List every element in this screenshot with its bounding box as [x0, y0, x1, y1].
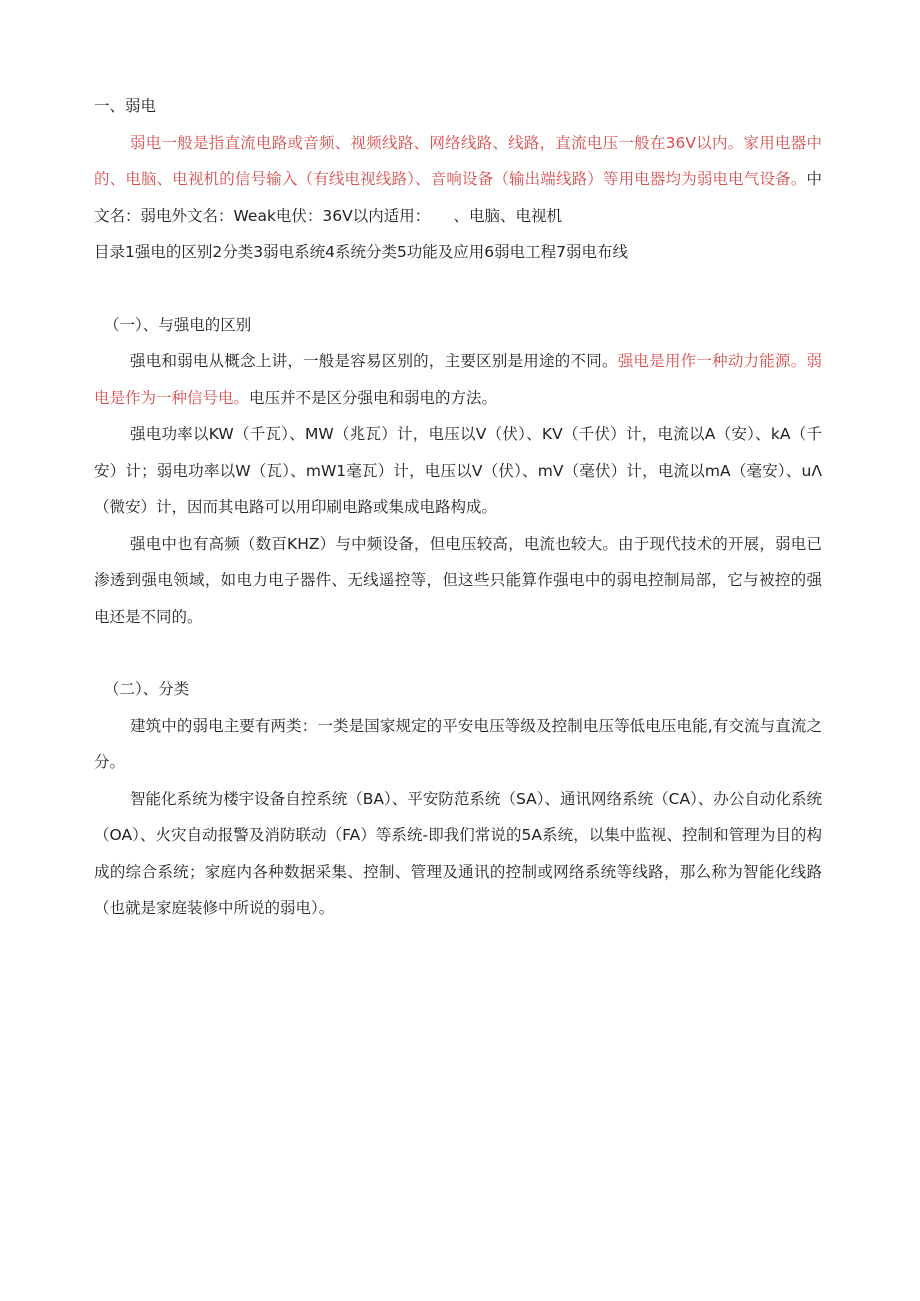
difference-paragraph-2: 强电功率以KW（千瓦）、MW（兆瓦）计，电压以V（伏）、KV（千伏）计，电流以A（安）、kA（千安）计；弱电功率以W（瓦）、mW1毫瓦）计，电压以V（伏）、mV（毫伏）计，电流以mA（毫安）、uΛ（微安）计，因而其电路可以用印刷电路或集成电路构成。: [94, 425, 822, 516]
section-heading-classification: （二）、分类: [104, 680, 190, 698]
difference-text-end: 电压并不是区分强电和弱电的方法。: [249, 388, 498, 407]
intro-highlight-text: 弱电一般是指直流电路或音频、视频线路、网络线路、线路，直流电压一般在36V以内。家用电器中的、电脑、电视机的信号输入（有线电视线路）、音响设备（输出端线路）等用电器均为弱电电气设备。: [94, 133, 822, 188]
classification-paragraph-2: 智能化系统为楼宇设备自控系统（BA）、平安防范系统（SA）、通讯网络系统（CA）、办公自动化系统（OA）、火灾自动报警及消防联动（FA）等系统-即我们常说的5A系统，以集中监视、控制和管理为目的构成的综合系统；家庭内各种数据采集、控制、管理及通讯的控制或网络系统等线路，那么称为智能化线路（也就是家庭装修中所说的弱电）。: [94, 789, 822, 917]
document-body: [94, 88, 822, 927]
table-of-contents: 目录1强电的区别2分类3弱电系统4系统分类5功能及应用6弱电工程7弱电布线: [94, 243, 629, 261]
difference-paragraph-3: 强电中也有高频（数百KHZ）与中频设备，但电压较高，电流也较大。由于现代技术的开展，弱电已渗透到强电领域，如电力电子器件、无线遥控等，但这些只能算作强电中的弱电控制局部，它与被控的强电还是不同的。: [94, 534, 822, 626]
intro-paragraph: [94, 125, 822, 235]
section-heading-weak-current: 一、弱电: [94, 97, 157, 115]
section-spacer: [94, 635, 822, 671]
section-heading-difference: （一）、与强电的区别: [104, 315, 252, 334]
difference-paragraph-1: [94, 343, 822, 416]
section-spacer: [94, 271, 822, 307]
classification-paragraph-1: 建筑中的弱电主要有两类：一类是国家规定的平安电压等级及控制电压等低电压电能,有交流与直流之分。: [94, 716, 822, 771]
difference-highlight-text: 强电是用作一种动力能源。弱电是作为一种信号电。: [94, 352, 822, 407]
difference-text-start: 强电和弱电从概念上讲，一般是容易区别的，主要区别是用途的不同。: [130, 352, 618, 370]
intro-meta-text: 中文名：弱电外文名：Weak电伏：36V以内适用： 、电脑、电视机: [94, 170, 822, 225]
